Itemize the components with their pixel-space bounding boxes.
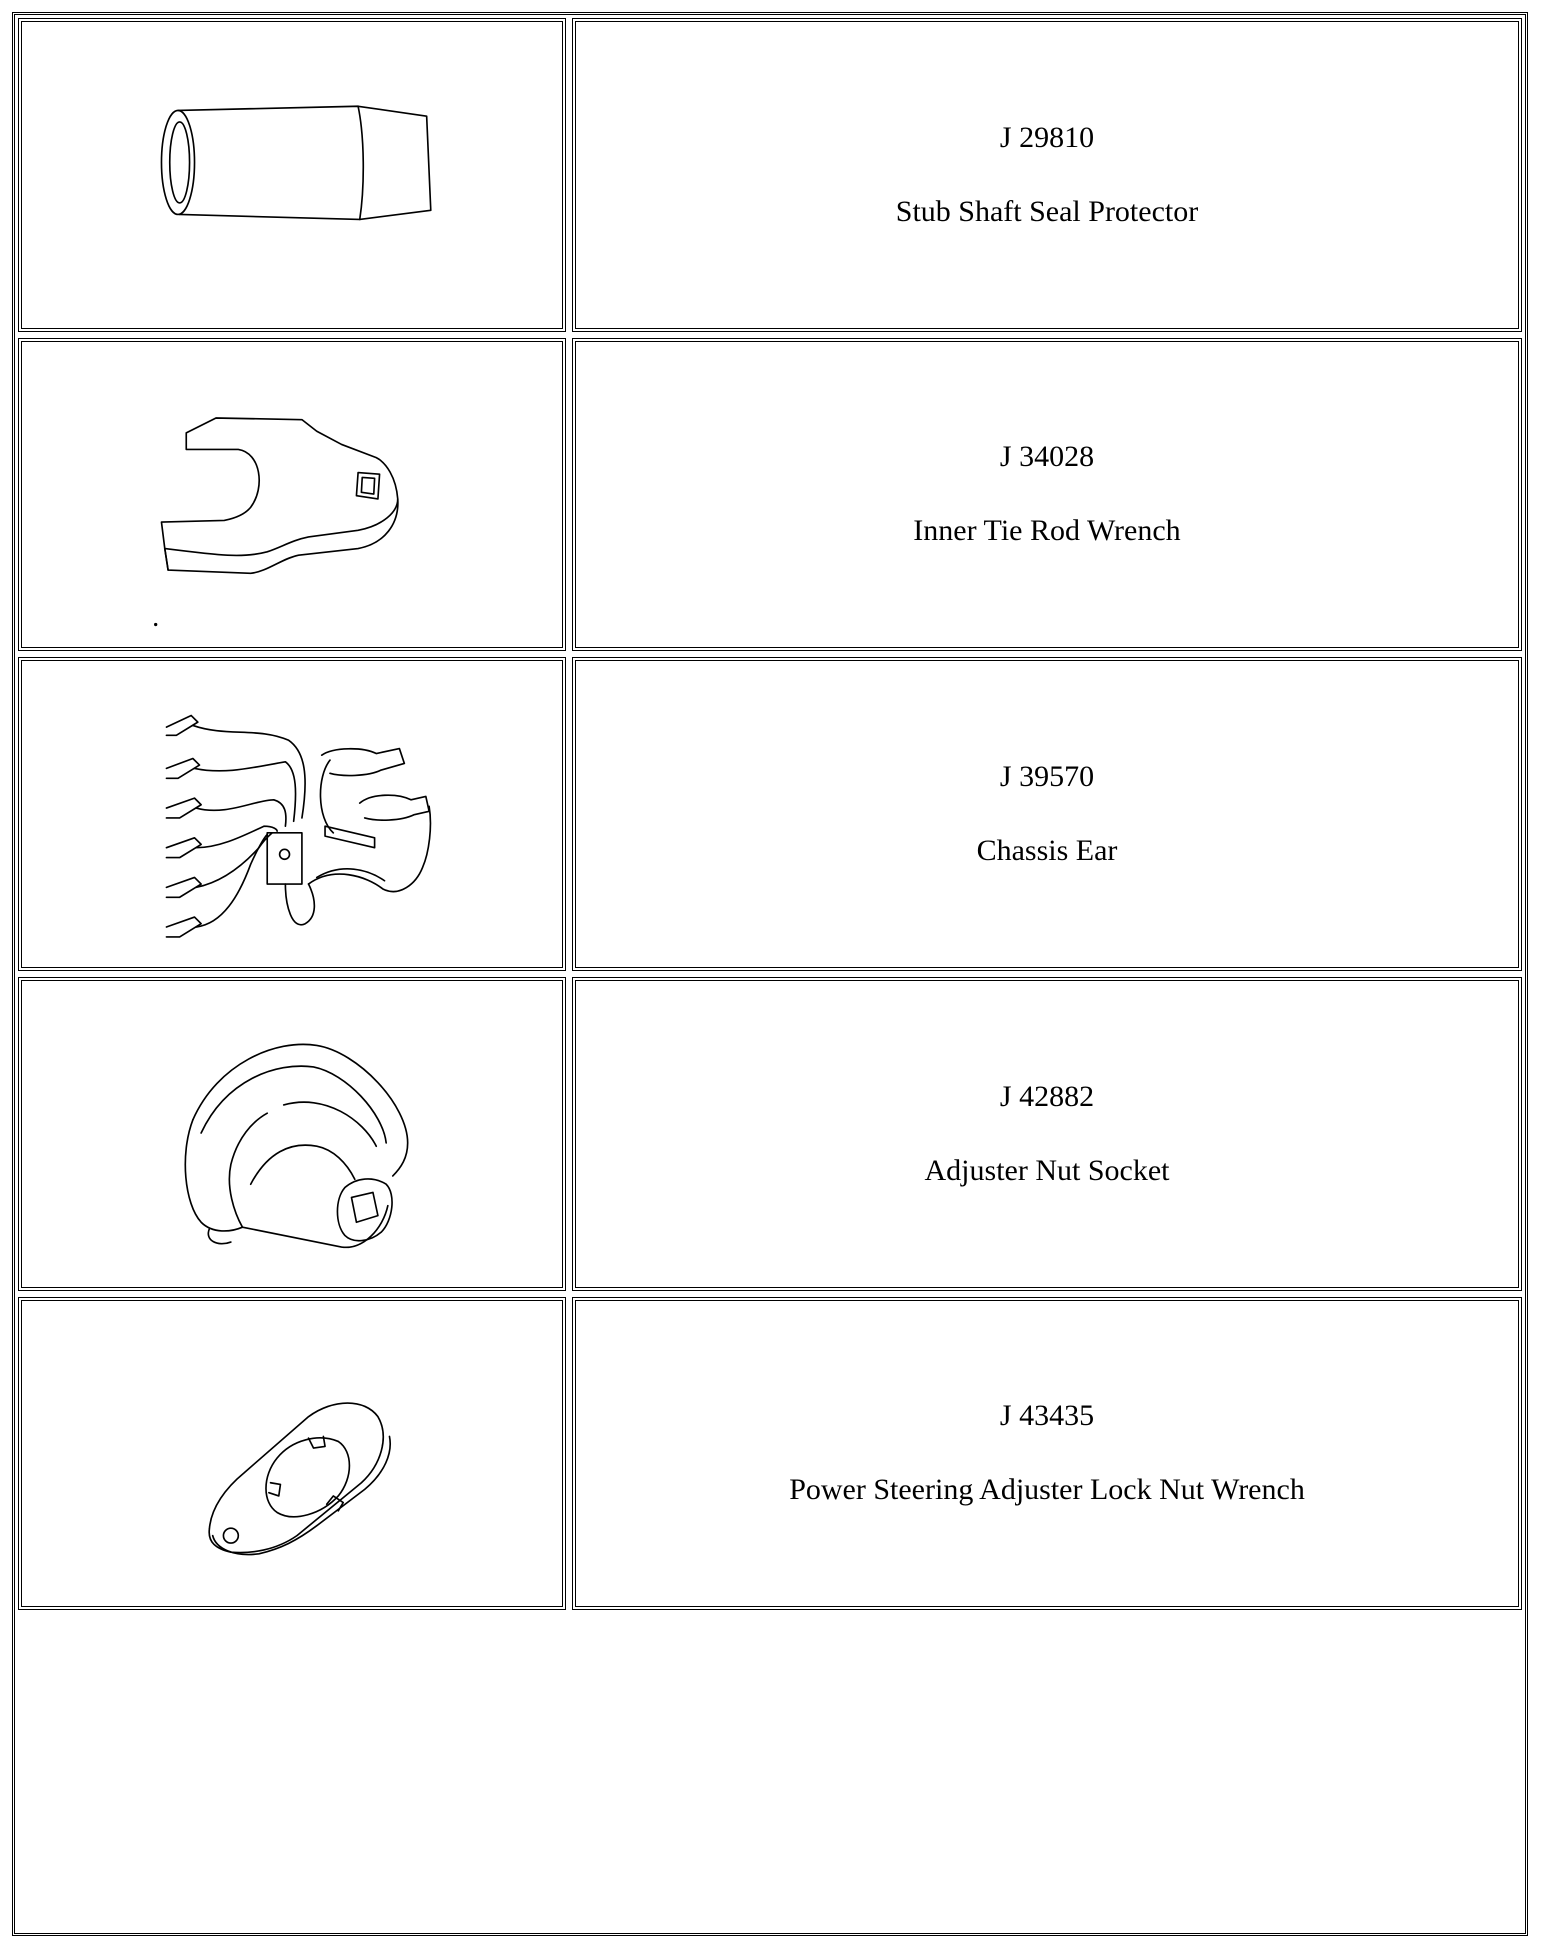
tool-name: Stub Shaft Seal Protector	[895, 194, 1199, 228]
tool-illustration-cell	[18, 1297, 566, 1611]
tool-name: Chassis Ear	[976, 834, 1118, 868]
adjuster-nut-socket-icon	[22, 981, 562, 1287]
lock-nut-wrench-icon	[22, 1301, 562, 1607]
tool-illustration-cell	[18, 977, 566, 1291]
tool-name: Inner Tie Rod Wrench	[913, 514, 1181, 548]
tool-description-cell	[572, 338, 1522, 652]
special-tools-table	[12, 12, 1528, 1936]
tool-description-cell	[572, 18, 1522, 332]
seal-protector-icon	[22, 22, 562, 328]
tool-description-cell	[572, 657, 1522, 971]
tool-number: J 43435	[999, 1399, 1095, 1433]
tool-description-cell	[572, 977, 1522, 1291]
tool-number: J 39570	[999, 760, 1095, 794]
tool-number: J 34028	[999, 440, 1095, 474]
tool-name: Adjuster Nut Socket	[924, 1153, 1170, 1187]
tool-number: J 29810	[999, 120, 1095, 154]
tool-illustration-cell	[18, 657, 566, 971]
tool-illustration-cell	[18, 18, 566, 332]
tie-rod-wrench-icon	[22, 342, 562, 648]
tool-description-cell	[572, 1297, 1522, 1611]
tool-number: J 42882	[999, 1079, 1095, 1113]
tool-illustration-cell	[18, 338, 566, 652]
tool-name: Power Steering Adjuster Lock Nut Wrench	[789, 1473, 1305, 1507]
chassis-ear-icon	[22, 661, 562, 967]
